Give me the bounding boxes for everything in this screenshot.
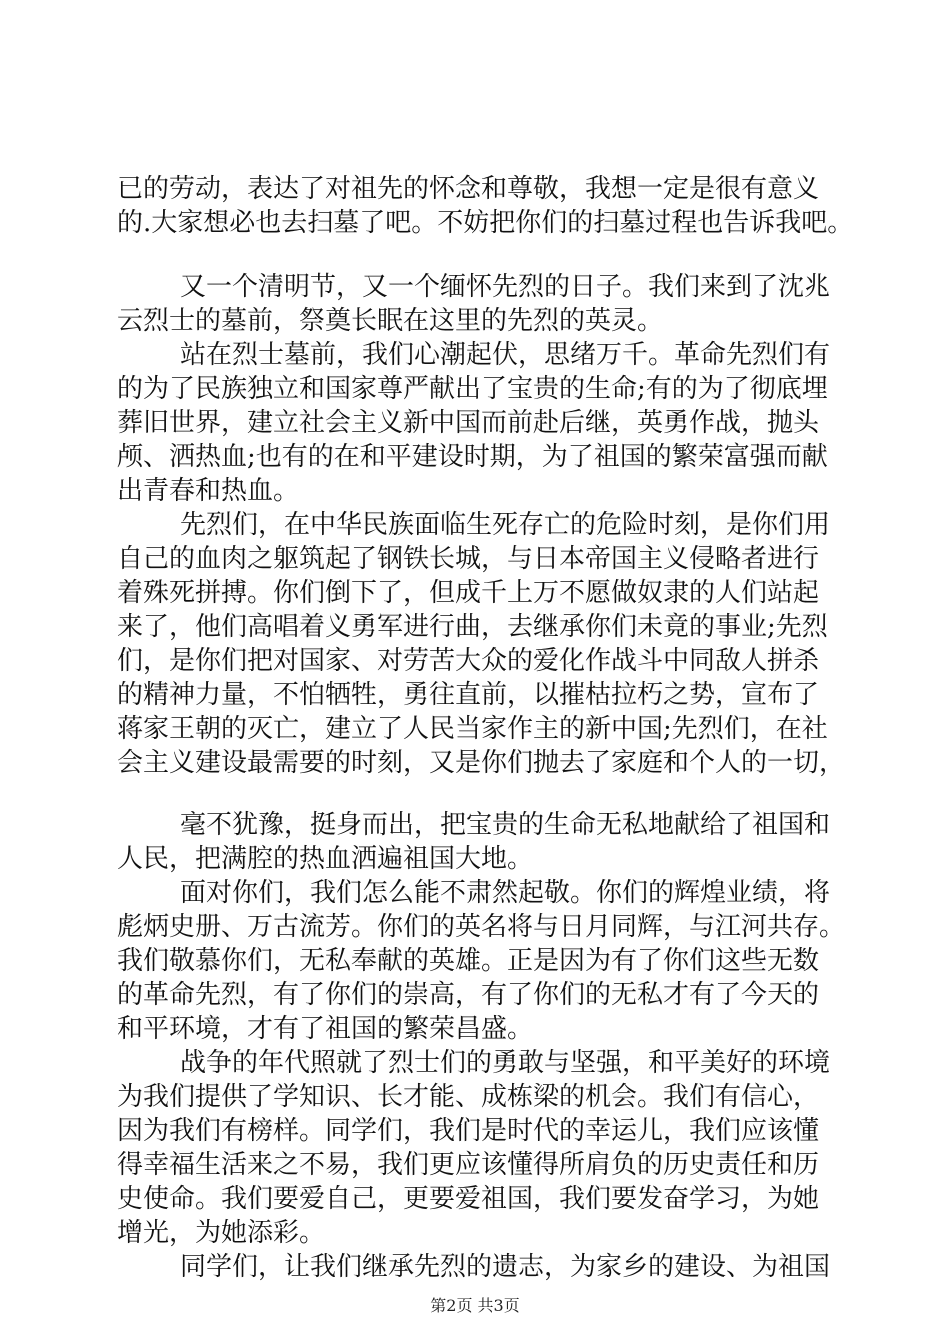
text-line: 增光，为她添彩。	[117, 1218, 326, 1248]
text-line: 史使命。我们要爱自己，更要爱祖国，我们要发奋学习，为她	[117, 1184, 820, 1214]
text-line: 彪炳史册、万古流芳。你们的英名将与日月同辉，与江河共存。	[117, 912, 846, 942]
text-line: 先烈们，在中华民族面临生死存亡的危险时刻，是你们用	[180, 510, 831, 540]
text-line: 着殊死拼搏。你们倒下了，但成千上万不愿做奴隶的人们站起	[117, 578, 820, 608]
text-line: 人民，把满腔的热血洒遍祖国大地。	[117, 844, 534, 874]
text-line: 会主义建设最需要的时刻，又是你们抛去了家庭和个人的一切，	[117, 748, 846, 778]
text-line: 已的劳动，表达了对祖先的怀念和尊敬，我想一定是很有意义	[117, 174, 820, 204]
text-line: 站在烈士墓前，我们心潮起伏，思绪万千。革命先烈们有	[180, 340, 831, 370]
text-line: 出青春和热血。	[117, 476, 300, 506]
text-line: 因为我们有榜样。同学们，我们是时代的幸运儿，我们应该懂	[117, 1116, 820, 1146]
text-line: 同学们，让我们继承先烈的遗志，为家乡的建设、为祖国	[180, 1252, 831, 1282]
text-line: 的革命先烈，有了你们的崇高，有了你们的无私才有了今天的	[117, 980, 820, 1010]
text-line: 的精神力量，不怕牺牲，勇往直前，以摧枯拉朽之势，宣布了	[117, 680, 820, 710]
text-line: 们，是你们把对国家、对劳苦大众的爱化作战斗中同敌人拼杀	[117, 646, 820, 676]
text-line: 葬旧世界，建立社会主义新中国而前赴后继，英勇作战，抛头	[117, 408, 820, 438]
text-line: 面对你们，我们怎么能不肃然起敬。你们的辉煌业绩，将	[180, 878, 831, 908]
text-line: 蒋家王朝的灭亡，建立了人民当家作主的新中国;先烈们，在社	[117, 714, 828, 744]
text-line: 云烈士的墓前，祭奠长眠在这里的先烈的英灵。	[117, 306, 664, 336]
text-line: 我们敬慕你们，无私奉献的英雄。正是因为有了你们这些无数	[117, 946, 820, 976]
text-line: 来了，他们高唱着义勇军进行曲，去继承你们未竟的事业;先烈	[117, 612, 828, 642]
text-line: 毫不犹豫，挺身而出，把宝贵的生命无私地献给了祖国和	[180, 810, 831, 840]
text-line: 和平环境，才有了祖国的繁荣昌盛。	[117, 1014, 534, 1044]
page-number: 第2页 共3页	[430, 1296, 520, 1315]
text-line: 自己的血肉之躯筑起了钢铁长城，与日本帝国主义侵略者进行	[117, 544, 820, 574]
text-line: 的为了民族独立和国家尊严献出了宝贵的生命;有的为了彻底埋	[117, 374, 828, 404]
text-line: 又一个清明节，又一个缅怀先烈的日子。我们来到了沈兆	[180, 272, 831, 302]
text-line: 为我们提供了学知识、长才能、成栋梁的机会。我们有信心，	[117, 1082, 820, 1112]
text-line: 的.大家想必也去扫墓了吧。不妨把你们的扫墓过程也告诉我吧。	[117, 208, 854, 238]
text-line: 战争的年代照就了烈士们的勇敢与坚强，和平美好的环境	[180, 1048, 831, 1078]
text-line: 得幸福生活来之不易，我们更应该懂得所肩负的历史责任和历	[117, 1150, 820, 1180]
text-line: 颅、洒热血;也有的在和平建设时期，为了祖国的繁荣富强而献	[117, 442, 828, 472]
